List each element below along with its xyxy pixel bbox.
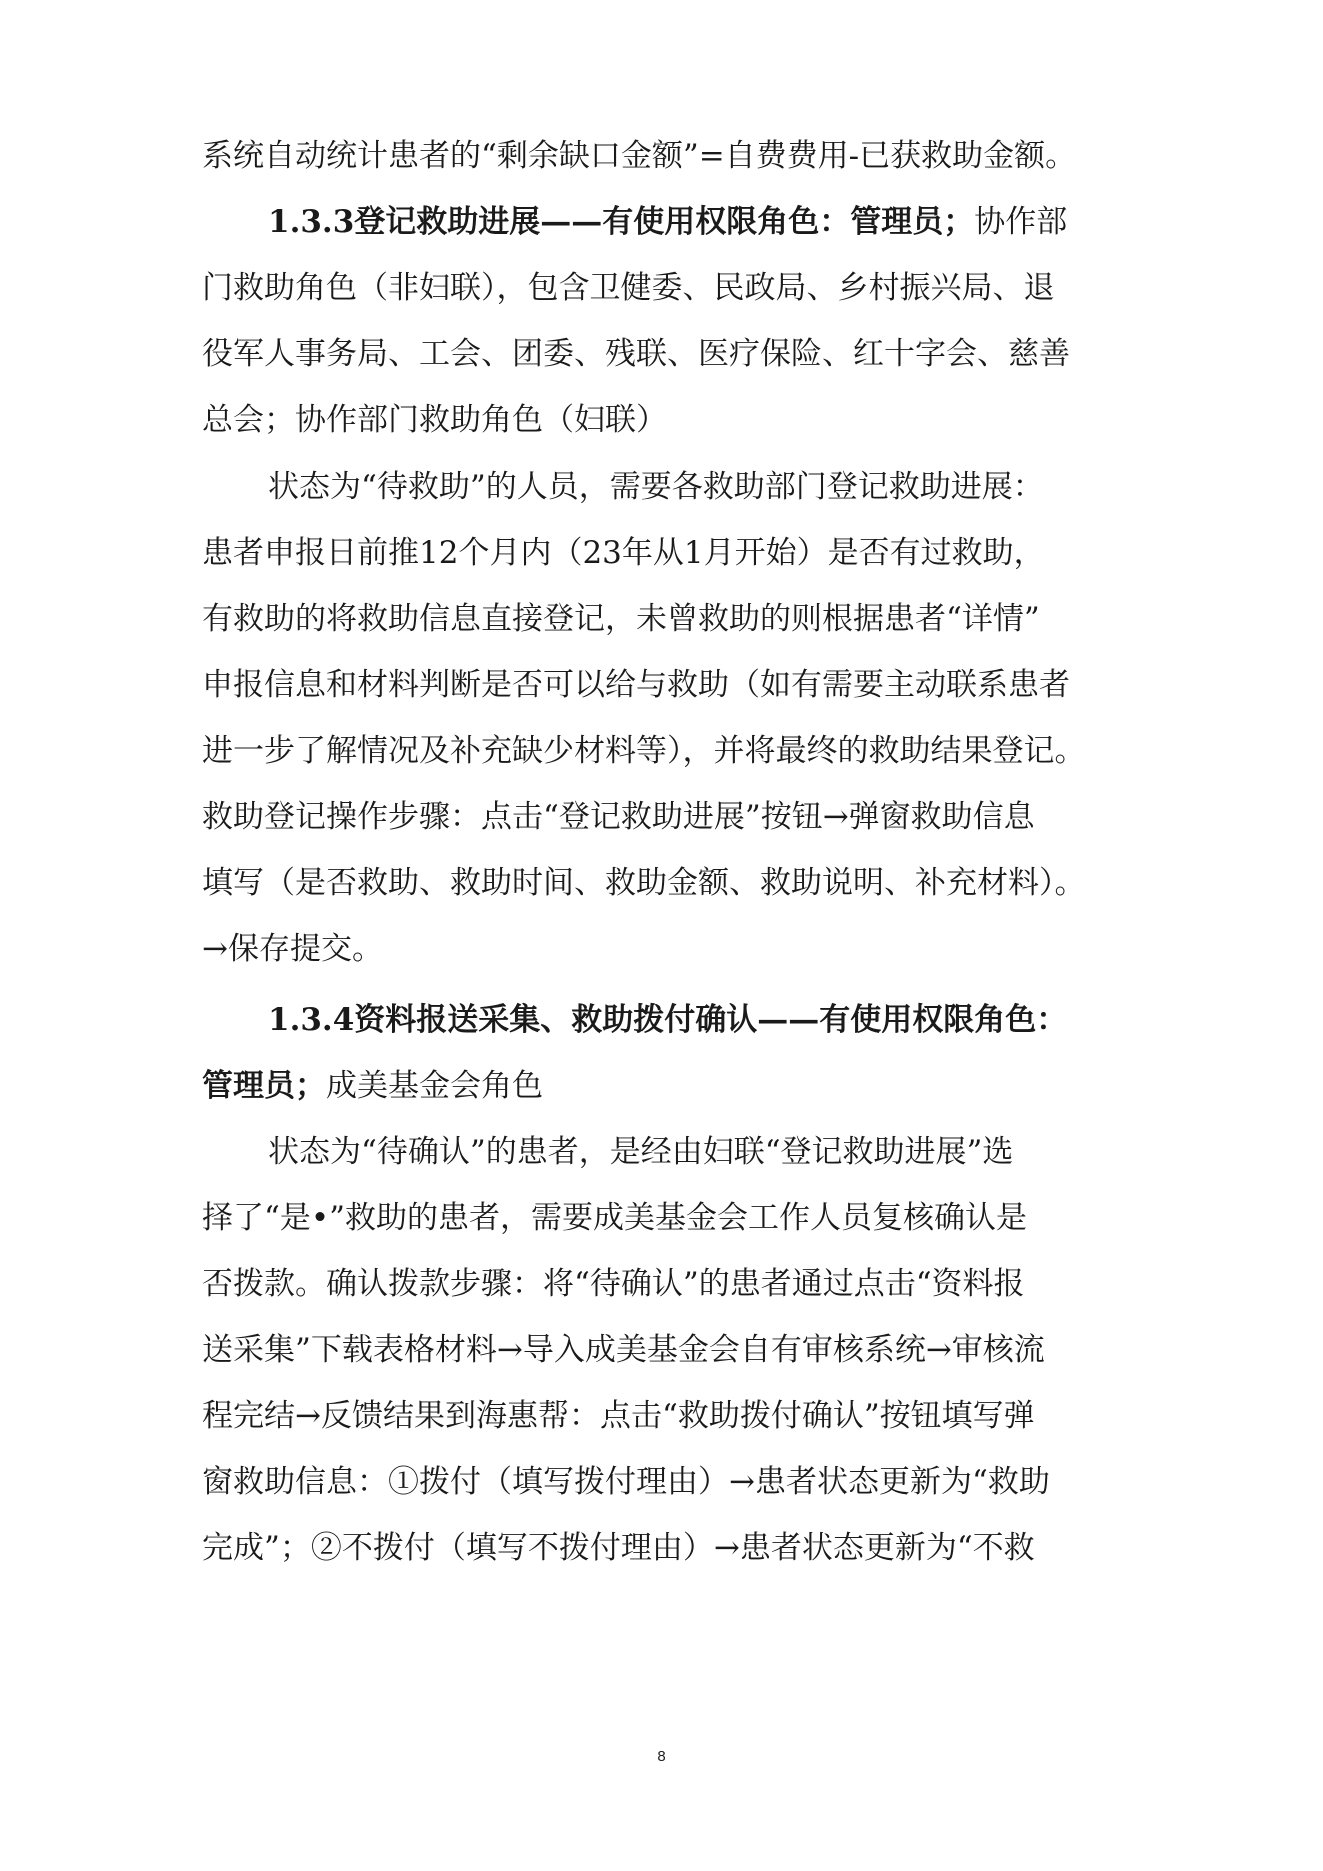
paragraph-line-8: 有救助的将救助信息直接登记，未曾救助的则根据患者“详情”: [202, 601, 1040, 637]
heading-bold-text: 管理员；: [202, 1068, 326, 1104]
paragraph-line-3: 门救助角色（非妇联），包含卫健委、民政局、乡村振兴局、退: [202, 270, 1055, 306]
paragraph-line-12: 填写（是否救助、救助时间、救助金额、救助说明、补充材料）。: [202, 865, 1086, 901]
heading-bold-text: 1.3.3登记救助进展——有使用权限角色：管理员；: [268, 204, 975, 240]
paragraph-line-22: 完成”；②不拨付（填写不拨付理由）→患者状态更新为“不救: [202, 1530, 1035, 1566]
heading-normal-text: 成美基金会角色: [326, 1068, 543, 1104]
paragraph-line-9: 申报信息和材料判断是否可以给与救助（如有需要主动联系患者: [202, 667, 1070, 703]
paragraph-line-13: →保存提交。: [202, 931, 383, 967]
paragraph-line-7: 患者申报日前推12个月内（23年从1月开始）是否有过救助，: [202, 535, 1045, 571]
paragraph-line-1: 系统自动统计患者的“剩余缺口金额”=自费费用-已获救助金额。: [202, 138, 1077, 174]
section-heading-continuation: [202, 1066, 1127, 1106]
paragraph-line-6: 状态为“待救助”的人员，需要各救助部门登记救助进展：: [268, 469, 1044, 505]
paragraph-line-4: 役军人事务局、工会、团委、残联、医疗保险、红十字会、慈善: [202, 336, 1070, 372]
paragraph-line-17: 择了“是•”救助的患者，需要成美基金会工作人员复核确认是: [202, 1200, 1027, 1236]
paragraph-line-16: 状态为“待确认”的患者，是经由妇联“登记救助进展”选: [268, 1134, 1014, 1170]
paragraph-line-19: 送采集”下载表格材料→导入成美基金会自有审核系统→审核流: [202, 1332, 1045, 1368]
heading-bold-text: 1.3.4资料报送采集、救助拨付确认——有使用权限角色：: [268, 1002, 1068, 1038]
paragraph-line-18: 否拨款。确认拨款步骤：将“待确认”的患者通过点击“资料报: [202, 1266, 1025, 1302]
paragraph-line-11: 救助登记操作步骤：点击“登记救助进展”按钮→弹窗救助信息: [202, 799, 1035, 835]
section-heading-1-3-3: [268, 202, 1127, 242]
paragraph-line-10: 进一步了解情况及补充缺少材料等），并将最终的救助结果登记。: [202, 733, 1086, 769]
section-heading-1-3-4: [268, 1000, 1127, 1040]
paragraph-line-20: 程完结→反馈结果到海惠帮：点击“救助拨付确认”按钮填写弹: [202, 1398, 1035, 1434]
paragraph-line-5: 总会；协作部门救助角色（妇联）: [202, 402, 667, 438]
page-number: 8: [657, 1748, 666, 1765]
heading-normal-text: 协作部: [974, 204, 1068, 240]
paragraph-line-21: 窗救助信息：①拨付（填写拨付理由）→患者状态更新为“救助: [202, 1464, 1050, 1500]
